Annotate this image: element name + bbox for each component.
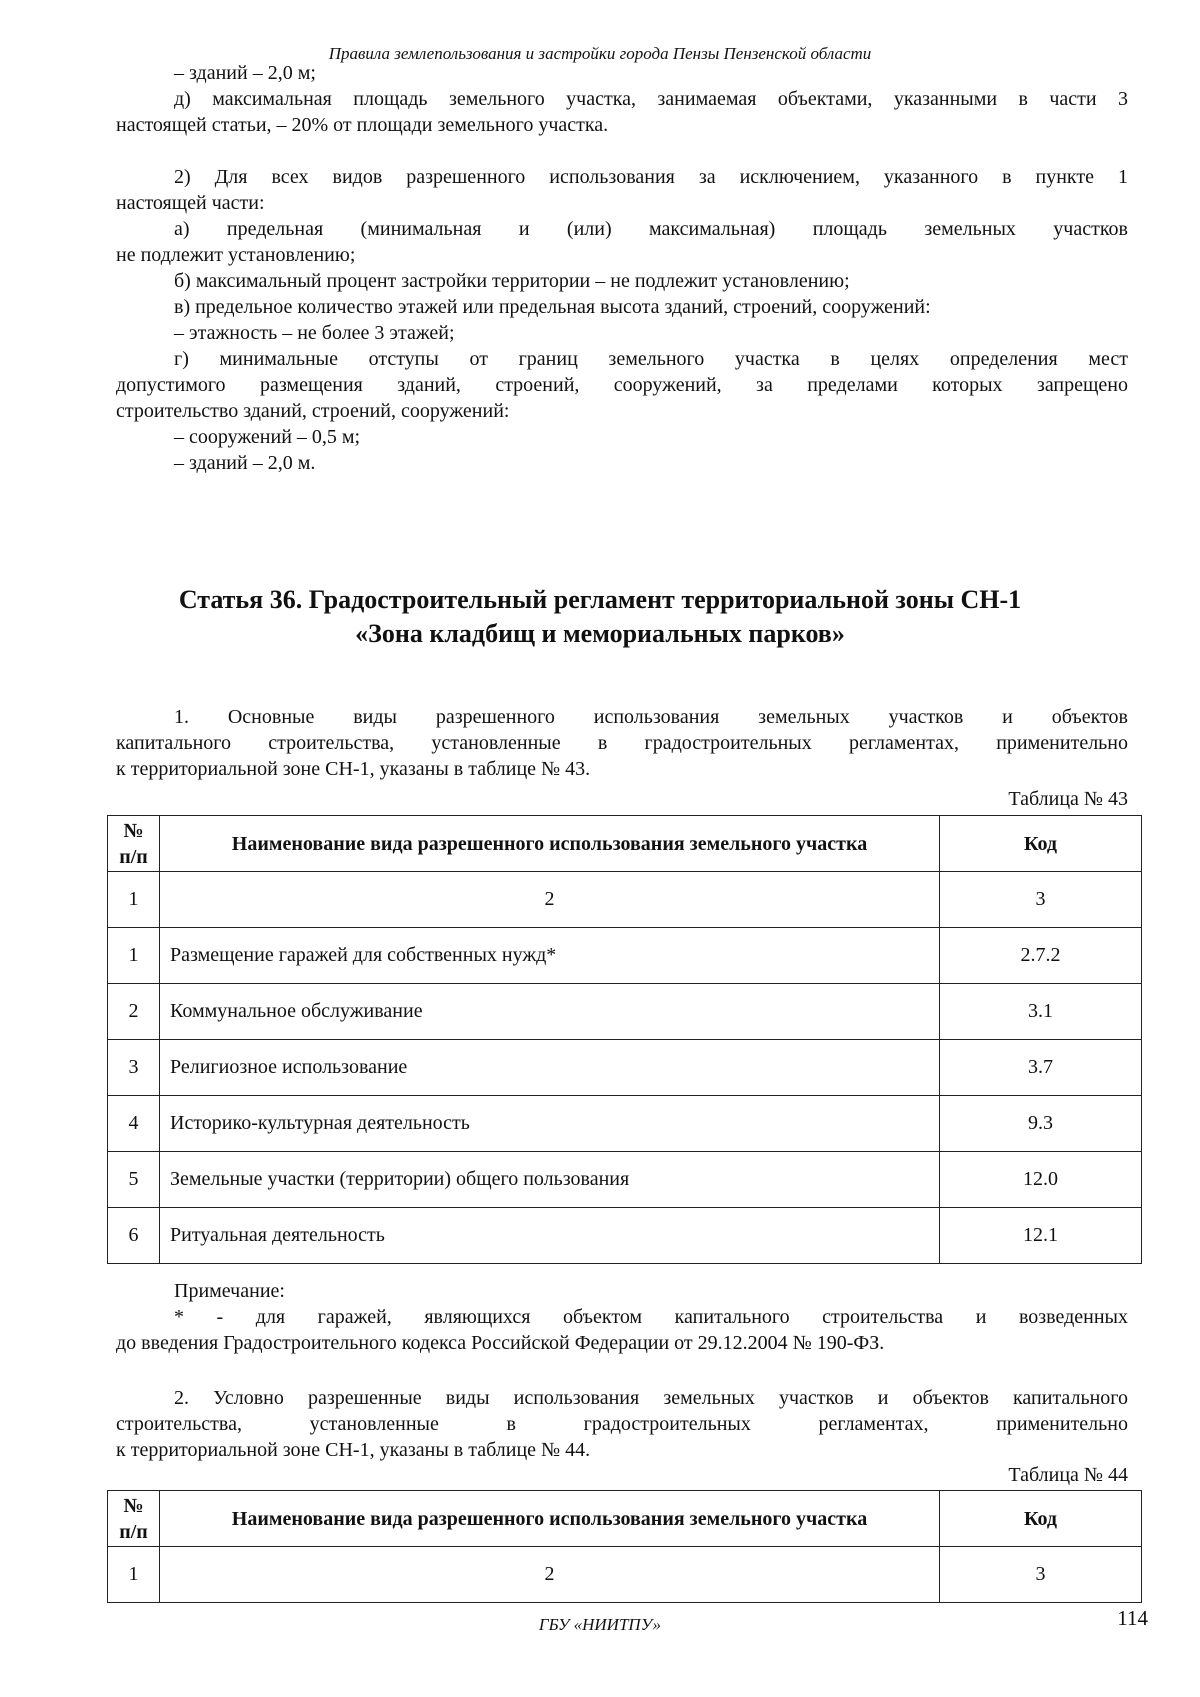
- paragraph: настоящей части:: [116, 192, 265, 214]
- paragraph: не подлежит установлению;: [116, 244, 356, 266]
- table-43: [107, 815, 1142, 1264]
- table-cell: 1: [108, 1547, 160, 1603]
- table-cell-code: 12.0: [940, 1152, 1142, 1208]
- note-title: Примечание:: [174, 1280, 285, 1302]
- table-row: [108, 984, 1142, 1040]
- table-column-number-row: [108, 872, 1142, 928]
- page-number: 114: [1117, 1606, 1148, 1630]
- section-1-text: [116, 704, 1128, 782]
- top-text-block: [116, 60, 1128, 476]
- paragraph: до введения Градостроительного кодекса Российской Федерации от 29.12.2004 № 190-ФЗ.: [116, 1332, 885, 1354]
- table-row: [108, 1096, 1142, 1152]
- paragraph: 1. Основные виды разрешенного использования земельных участков и объектов: [174, 706, 1128, 728]
- header-code: Код: [940, 1491, 1142, 1547]
- paragraph: д) максимальная площадь земельного участка, занимаемая объектами, указанными в части 3: [174, 88, 1128, 110]
- paragraph: 2) Для всех видов разрешенного использования за исключением, указанного в пункте 1: [174, 166, 1128, 188]
- article-title-line: Статья 36. Градостроительный регламент территориальной зоны СН-1: [178, 585, 1022, 614]
- paragraph: строительство зданий, строений, сооружений:: [116, 400, 510, 422]
- table-cell-code: 9.3: [940, 1096, 1142, 1152]
- table-cell-name: Размещение гаражей для собственных нужд*: [160, 928, 940, 984]
- paragraph: * - для гаражей, являющихся объектом капитального строительства и возведенных: [174, 1306, 1128, 1328]
- header-num: № п/п: [108, 1491, 160, 1547]
- table-cell: 2: [160, 1547, 940, 1603]
- table-44-caption: Таблица № 44: [1008, 1464, 1128, 1486]
- paragraph: в) предельное количество этажей или предельная высота зданий, строений, сооружений:: [174, 296, 931, 318]
- table-row: [108, 928, 1142, 984]
- table-cell-name: Религиозное использование: [160, 1040, 940, 1096]
- table-cell: 3: [940, 1547, 1142, 1603]
- table-cell: 1: [108, 872, 160, 928]
- table-cell-num: 6: [108, 1208, 160, 1264]
- article-title: [0, 583, 1200, 651]
- paragraph: – зданий – 2,0 м;: [174, 62, 316, 84]
- table-cell-num: 1: [108, 928, 160, 984]
- paragraph: б) максимальный процент застройки территории – не подлежит установлению;: [174, 270, 850, 292]
- paragraph: г) минимальные отступы от границ земельного участка в целях определения мест: [174, 348, 1128, 370]
- paragraph: – этажность – не более 3 этажей;: [174, 322, 455, 344]
- table-cell-num: 4: [108, 1096, 160, 1152]
- table-cell: 3: [940, 872, 1142, 928]
- paragraph: – сооружений – 0,5 м;: [174, 426, 361, 448]
- paragraph: а) предельная (минимальная и (или) максимальная) площадь земельных участков: [174, 218, 1128, 240]
- page-footer: ГБУ «НИИТПУ»: [538, 1615, 662, 1634]
- table-cell-code: 2.7.2: [940, 928, 1142, 984]
- table-cell-code: 3.1: [940, 984, 1142, 1040]
- table-cell-name: Ритуальная деятельность: [160, 1208, 940, 1264]
- table-44: [107, 1490, 1142, 1603]
- paragraph: капитального строительства, установленные в градостроительных регламентах, применительно: [116, 732, 1128, 754]
- table-cell-name: Земельные участки (территории) общего пользования: [160, 1152, 940, 1208]
- header-name: Наименование вида разрешенного использования земельного участка: [160, 816, 940, 872]
- article-title-line: «Зона кладбищ и мемориальных парков»: [355, 619, 845, 648]
- header-name: Наименование вида разрешенного использования земельного участка: [160, 1491, 940, 1547]
- paragraph: к территориальной зоне СН-1, указаны в таблице № 43.: [116, 758, 591, 780]
- paragraph: строительства, установленные в градостроительных регламентах, применительно: [116, 1413, 1128, 1435]
- table-header-row: [108, 816, 1142, 872]
- section-2-text: [116, 1385, 1128, 1463]
- page-header: Правила землепользования и застройки города Пензы Пензенской области: [328, 44, 872, 63]
- paragraph: настоящей статьи, – 20% от площади земельного участка.: [116, 114, 609, 136]
- table-cell-code: 12.1: [940, 1208, 1142, 1264]
- paragraph: 2. Условно разрешенные виды использования земельных участков и объектов капитального: [174, 1387, 1128, 1409]
- paragraph: к территориальной зоне СН-1, указаны в таблице № 44.: [116, 1439, 591, 1461]
- table-cell-name: Коммунальное обслуживание: [160, 984, 940, 1040]
- table-header-row: [108, 1491, 1142, 1547]
- header-num: № п/п: [108, 816, 160, 872]
- paragraph: допустимого размещения зданий, строений, сооружений, за пределами которых запрещено: [116, 374, 1128, 396]
- table-row: [108, 1040, 1142, 1096]
- table-43-caption: Таблица № 43: [1008, 788, 1128, 810]
- header-code: Код: [940, 816, 1142, 872]
- table-row: [108, 1152, 1142, 1208]
- paragraph: – зданий – 2,0 м.: [174, 452, 316, 474]
- note-block: [116, 1278, 1128, 1356]
- table-cell-name: Историко-культурная деятельность: [160, 1096, 940, 1152]
- table-cell-num: 2: [108, 984, 160, 1040]
- table-row: [108, 1208, 1142, 1264]
- table-column-number-row: [108, 1547, 1142, 1603]
- table-cell-num: 3: [108, 1040, 160, 1096]
- table-cell-num: 5: [108, 1152, 160, 1208]
- table-cell-code: 3.7: [940, 1040, 1142, 1096]
- table-cell: 2: [160, 872, 940, 928]
